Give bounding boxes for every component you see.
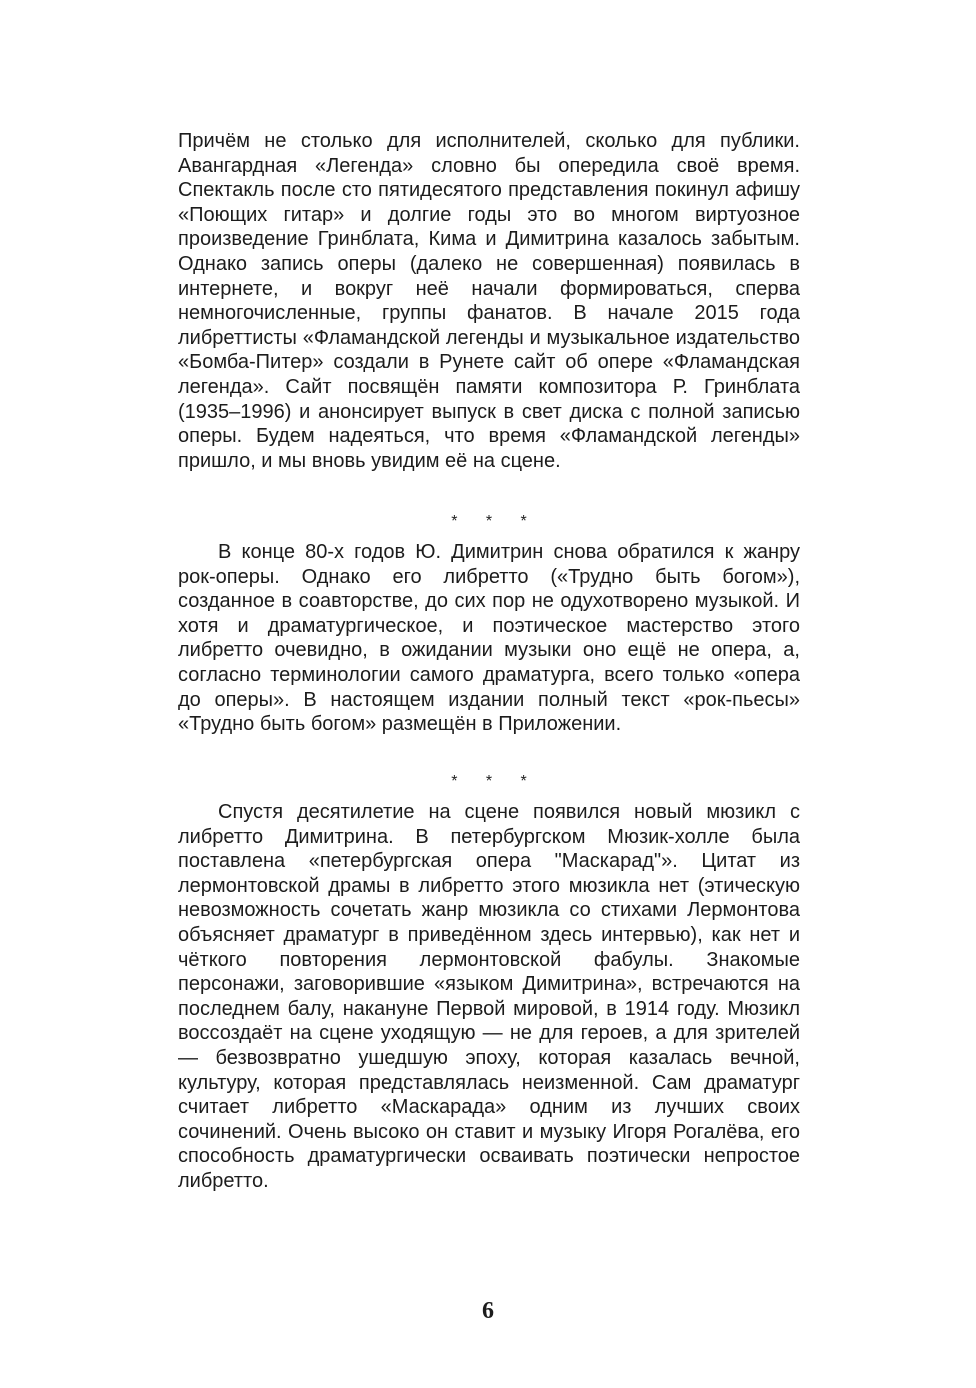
paragraph-continuation: Причём не столько для исполнителей, сколько для публики. Авангардная «Легенда» словно бы опередила своё время. Спектакль после сто пятидесятого представления покинул афишу «Поющих гитар» и долгие годы это во многом виртуозное произведение Гринблата, Кима и Димитрина казалось забытым. Однако запись оперы (далеко не совершенная) появилась в интернете, и вокруг неё начали формироваться, сперва немногочисленные, группы фанатов. В начале 2015 года либреттисты «Фламандской легенды и музыкальное издательство «Бомба-Питер» создали в Рунете сайт об опере «Фламандская легенда». Сайт посвящён памяти композитора Р. Гринблата (1935–1996) и анонсирует выпуск в свет диска с полной записью оперы. Будем надеяться, что время «Фламандской легенды» пришло, и мы вновь увидим её на сцене.: [178, 130, 800, 472]
section-separator: * * *: [451, 773, 539, 790]
paragraph-rock-opera: В конце 80-х годов Ю. Димитрин снова обратился к жанру рок-оперы. Однако его либретто («Трудно быть богом»), созданное в соавторстве, до сих пор не одухотворено музыкой. И хотя и драматургическое, и поэтическое мастерство этого либретто очевидно, в ожидании музыки оно ещё не опера, а, согласно терминологии самого драматурга, всего только «опера до оперы». В настоящем издании полный текст «рок-пьесы» «Трудно быть богом» размещён в Приложении.: [178, 541, 800, 736]
paragraph-maskarad: Спустя десятилетие на сцене появился новый мюзикл с либретто Димитрина. В петербургском Мюзик-холле была поставлена «петербургская опера "Маскарад"». Цитат из лермонтовской драмы в либретто этого мюзикла нет (этическую невозможность сочетать жанр мюзикла со стихами Лермонтова объясняет драматург в приведённом здесь интервью), как нет и чёткого повторения лермонтовской фабулы. Знакомые персонажи, заговорившие «языком Димитрина», встречаются на последнем балу, накануне Первой мировой, в 1914 году. Мюзикл воссоздаёт на сцене уходящую — не для героев, а для зрителей — безвозвратно ушедшую эпоху, которая казалась вечной, культуру, которая представлялась неизменной. Сам драматург считает либретто «Маскарада» одним из лучших своих сочинений. Очень высоко он ставит и музыку Игоря Рогалёва, его способность драматургически осваивать поэтически непростое либретто.: [178, 801, 800, 1192]
page-number: 6: [482, 1298, 494, 1324]
section-separator: * * *: [451, 513, 539, 530]
